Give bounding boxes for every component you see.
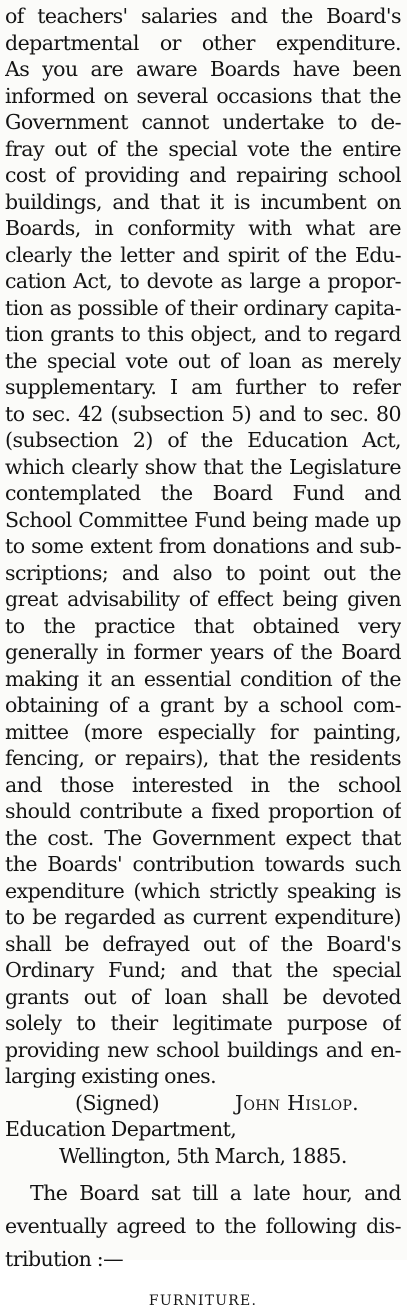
department-line: Education Department, bbox=[5, 1117, 237, 1141]
text-line: making it an essential condition of the bbox=[5, 666, 401, 691]
text-line: eventually agreed to the following dis- bbox=[5, 1214, 401, 1238]
text-line: fray out of the special vote the entire bbox=[5, 136, 401, 161]
text-line: expenditure (which strictly speaking is bbox=[5, 878, 401, 903]
text-line: the Boards' contribution towards such bbox=[5, 852, 401, 876]
text-line: Boards, in conformity with what are bbox=[5, 216, 401, 240]
text-line: The Board sat till a late hour, and bbox=[30, 1181, 401, 1205]
text-line: which clearly show that the Legislature bbox=[5, 454, 401, 479]
text-line: departmental or other expenditure. bbox=[5, 30, 401, 55]
text-line: obtaining of a grant by a school com- bbox=[5, 693, 401, 717]
text-line: (subsection 2) of the Education Act, bbox=[5, 428, 401, 452]
text-line: providing new school buildings and en- bbox=[5, 1037, 401, 1062]
text-line: Ordinary Fund; and that the special bbox=[5, 958, 401, 982]
text-line: generally in former years of the Board bbox=[5, 640, 401, 664]
text-line-last: larging existing ones. bbox=[5, 1064, 217, 1088]
text-line: to the practice that obtained very bbox=[5, 613, 401, 638]
text-line: great advisability of effect being given bbox=[5, 587, 401, 611]
text-line: supplementary. I am further to refer bbox=[5, 375, 401, 399]
text-line: solely to their legitimate purpose of bbox=[5, 1011, 401, 1035]
text-line: tion as possible of their ordinary capita- bbox=[5, 295, 401, 320]
signatory-name: John Hislop. bbox=[235, 1090, 359, 1115]
place-date-line: Wellington, 5th March, 1885. bbox=[59, 1143, 347, 1168]
text-line: to some extent from donations and sub- bbox=[5, 534, 401, 558]
text-line: School Committee Fund being made up bbox=[5, 507, 401, 532]
text-line: the cost. The Government expect that bbox=[5, 825, 401, 850]
text-line: of teachers' salaries and the Board's bbox=[5, 4, 401, 28]
text-line: tion grants to this object, and to regard bbox=[5, 322, 401, 346]
text-line: buildings, and that it is incumbent on bbox=[5, 189, 401, 214]
text-line: to be regarded as current expenditure) bbox=[5, 905, 401, 929]
signature-block bbox=[5, 1090, 401, 1170]
text-line: to sec. 42 (subsection 5) and to sec. 80 bbox=[5, 401, 401, 426]
text-line: contemplated the Board Fund and bbox=[5, 481, 401, 505]
board-paragraph bbox=[5, 1177, 401, 1276]
section-heading: FURNITURE. bbox=[148, 1293, 258, 1309]
text-line: shall be defrayed out of the Board's bbox=[5, 931, 401, 956]
article-column bbox=[5, 0, 401, 1312]
text-line: informed on several occasions that the bbox=[5, 83, 401, 108]
text-line: Government cannot undertake to de- bbox=[5, 110, 401, 134]
spacer bbox=[5, 1169, 401, 1177]
text-line-last: tribution :— bbox=[5, 1247, 124, 1271]
text-line: scriptions; and also to point out the bbox=[5, 560, 401, 585]
letter-paragraph bbox=[5, 0, 401, 1090]
signed-row bbox=[5, 1090, 401, 1117]
text-line: cost of providing and repairing school bbox=[5, 163, 401, 187]
text-line: cation Act, to devote as large a propor- bbox=[5, 269, 401, 293]
text-line: As you are aware Boards have been bbox=[5, 57, 401, 81]
text-line: should contribute a fixed proportion of bbox=[5, 799, 401, 823]
text-line: fencing, or repairs), that the residents bbox=[5, 746, 401, 770]
text-line: the special vote out of loan as merely bbox=[5, 348, 401, 373]
text-line: and those interested in the school bbox=[5, 772, 401, 797]
text-line: grants out of loan shall be devoted bbox=[5, 984, 401, 1009]
text-line: clearly the letter and spirit of the Edu- bbox=[5, 242, 401, 267]
text-line: mittee (more especially for painting, bbox=[5, 719, 401, 744]
signed-label: (Signed) bbox=[75, 1090, 160, 1115]
